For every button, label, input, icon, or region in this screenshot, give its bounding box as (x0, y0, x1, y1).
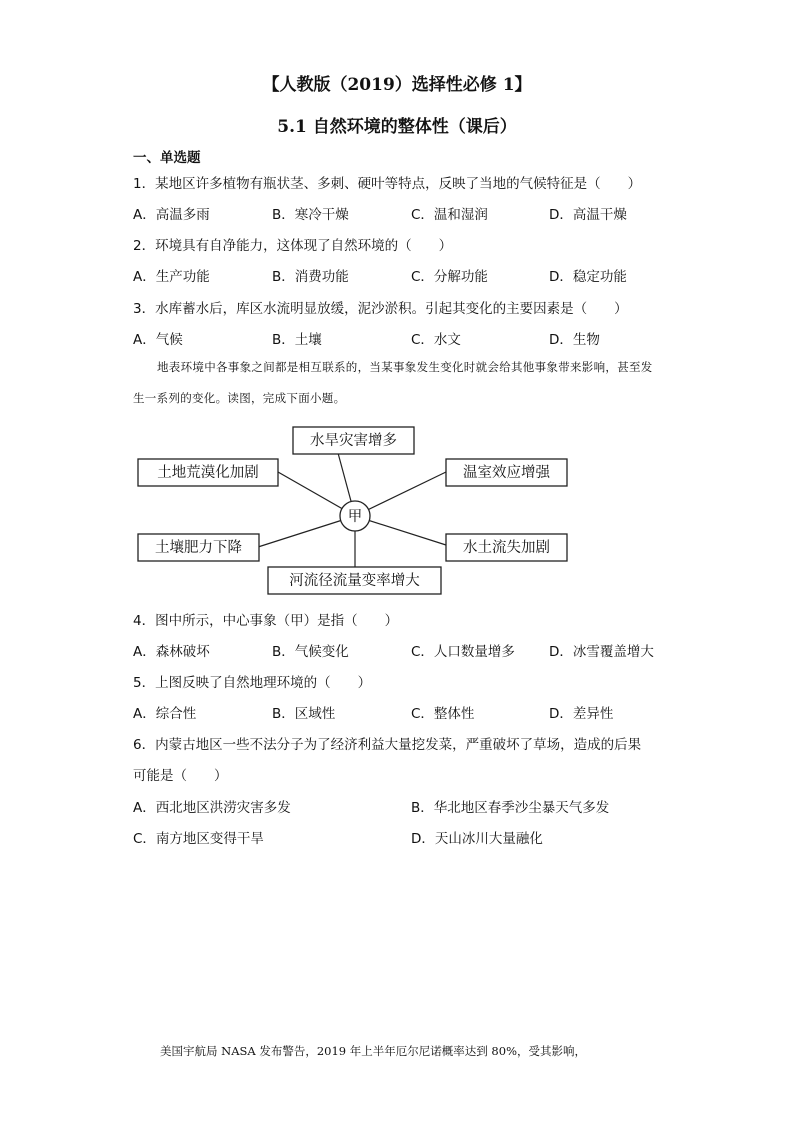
node-soil-erosion: 水土流失加剧 (463, 540, 550, 556)
option-c: C．分解功能 (411, 269, 488, 285)
node-runoff-variability: 河流径流量变率增大 (289, 573, 420, 589)
question-1-stem: 1．某地区许多植物有瓶状茎、多刺、硬叶等特点，反映了当地的气候特征是（ ） (133, 176, 642, 192)
option-c: C．水文 (411, 332, 461, 348)
reading-passage: 地表环境中各事象之间都是相互联系的，当某事象发生变化时就会给其他事象带来影响，甚至发生一系列的变化。读图，完成下面小题。 (133, 360, 653, 405)
option-c: C．整体性 (411, 706, 475, 722)
question-6-options-row1 (133, 796, 693, 816)
option-d: D．高温干燥 (549, 207, 627, 223)
option-d: D．天山冰川大量融化 (411, 831, 543, 847)
option-b: B．华北地区春季沙尘暴天气多发 (411, 800, 610, 816)
node-greenhouse-effect: 温室效应增强 (463, 465, 550, 481)
option-d: D．稳定功能 (549, 269, 627, 285)
option-b: B．土壤 (272, 332, 322, 348)
option-c: C．人口数量增多 (411, 644, 515, 660)
option-b: B．气候变化 (272, 644, 349, 660)
option-c: C．温和湿润 (411, 207, 488, 223)
option-c: C．南方地区变得干旱 (133, 831, 264, 847)
question-5-stem: 5．上图反映了自然地理环境的（ ） (133, 675, 372, 691)
option-b: B．消费功能 (272, 269, 349, 285)
node-desertification: 土地荒漠化加剧 (157, 465, 259, 481)
document-title: 【人教版（2019）选择性必修 1】 (262, 75, 532, 95)
question-4-stem: 4．图中所示，中心事象（甲）是指（ ） (133, 613, 399, 629)
option-a: A．气候 (133, 332, 183, 348)
next-passage-text: 美国宇航局 NASA 发布警告，2019 年上半年厄尔尼诺概率达到 80%，受其影响， (160, 1044, 586, 1058)
option-a: A．森林破坏 (133, 644, 210, 660)
node-flood-drought: 水旱灾害增多 (310, 433, 397, 449)
question-3-stem: 3．水库蓄水后，库区水流明显放缓，泥沙淤积。引起其变化的主要因素是（ ） (133, 301, 628, 317)
option-d: D．生物 (549, 332, 600, 348)
question-2-stem: 2．环境具有自净能力，这体现了自然环境的（ ） (133, 238, 453, 254)
section-title: 一、单选题 (133, 150, 201, 166)
option-d: D．差异性 (549, 706, 614, 722)
option-a: A．高温多雨 (133, 207, 210, 223)
option-a: A．综合性 (133, 706, 197, 722)
question-6-options-row2 (133, 827, 693, 847)
question-5-options (133, 702, 693, 722)
node-soil-fertility: 土壤肥力下降 (155, 540, 242, 556)
document-subtitle: 5.1 自然环境的整体性（课后） (277, 117, 517, 137)
option-a: A．西北地区洪涝灾害多发 (133, 800, 291, 816)
option-a: A．生产功能 (133, 269, 210, 285)
question-6-stem-line2: 可能是（ ） (133, 768, 228, 784)
question-4-options (133, 640, 693, 660)
option-d: D．冰雪覆盖增大 (549, 644, 654, 660)
question-6-stem-line1: 6．内蒙古地区一些不法分子为了经济利益大量挖发菜，严重破坏了草场，造成的后果 (133, 737, 642, 753)
option-b: B．寒冷干燥 (272, 207, 349, 223)
option-b: B．区域性 (272, 706, 336, 722)
center-node-label: 甲 (347, 509, 363, 525)
